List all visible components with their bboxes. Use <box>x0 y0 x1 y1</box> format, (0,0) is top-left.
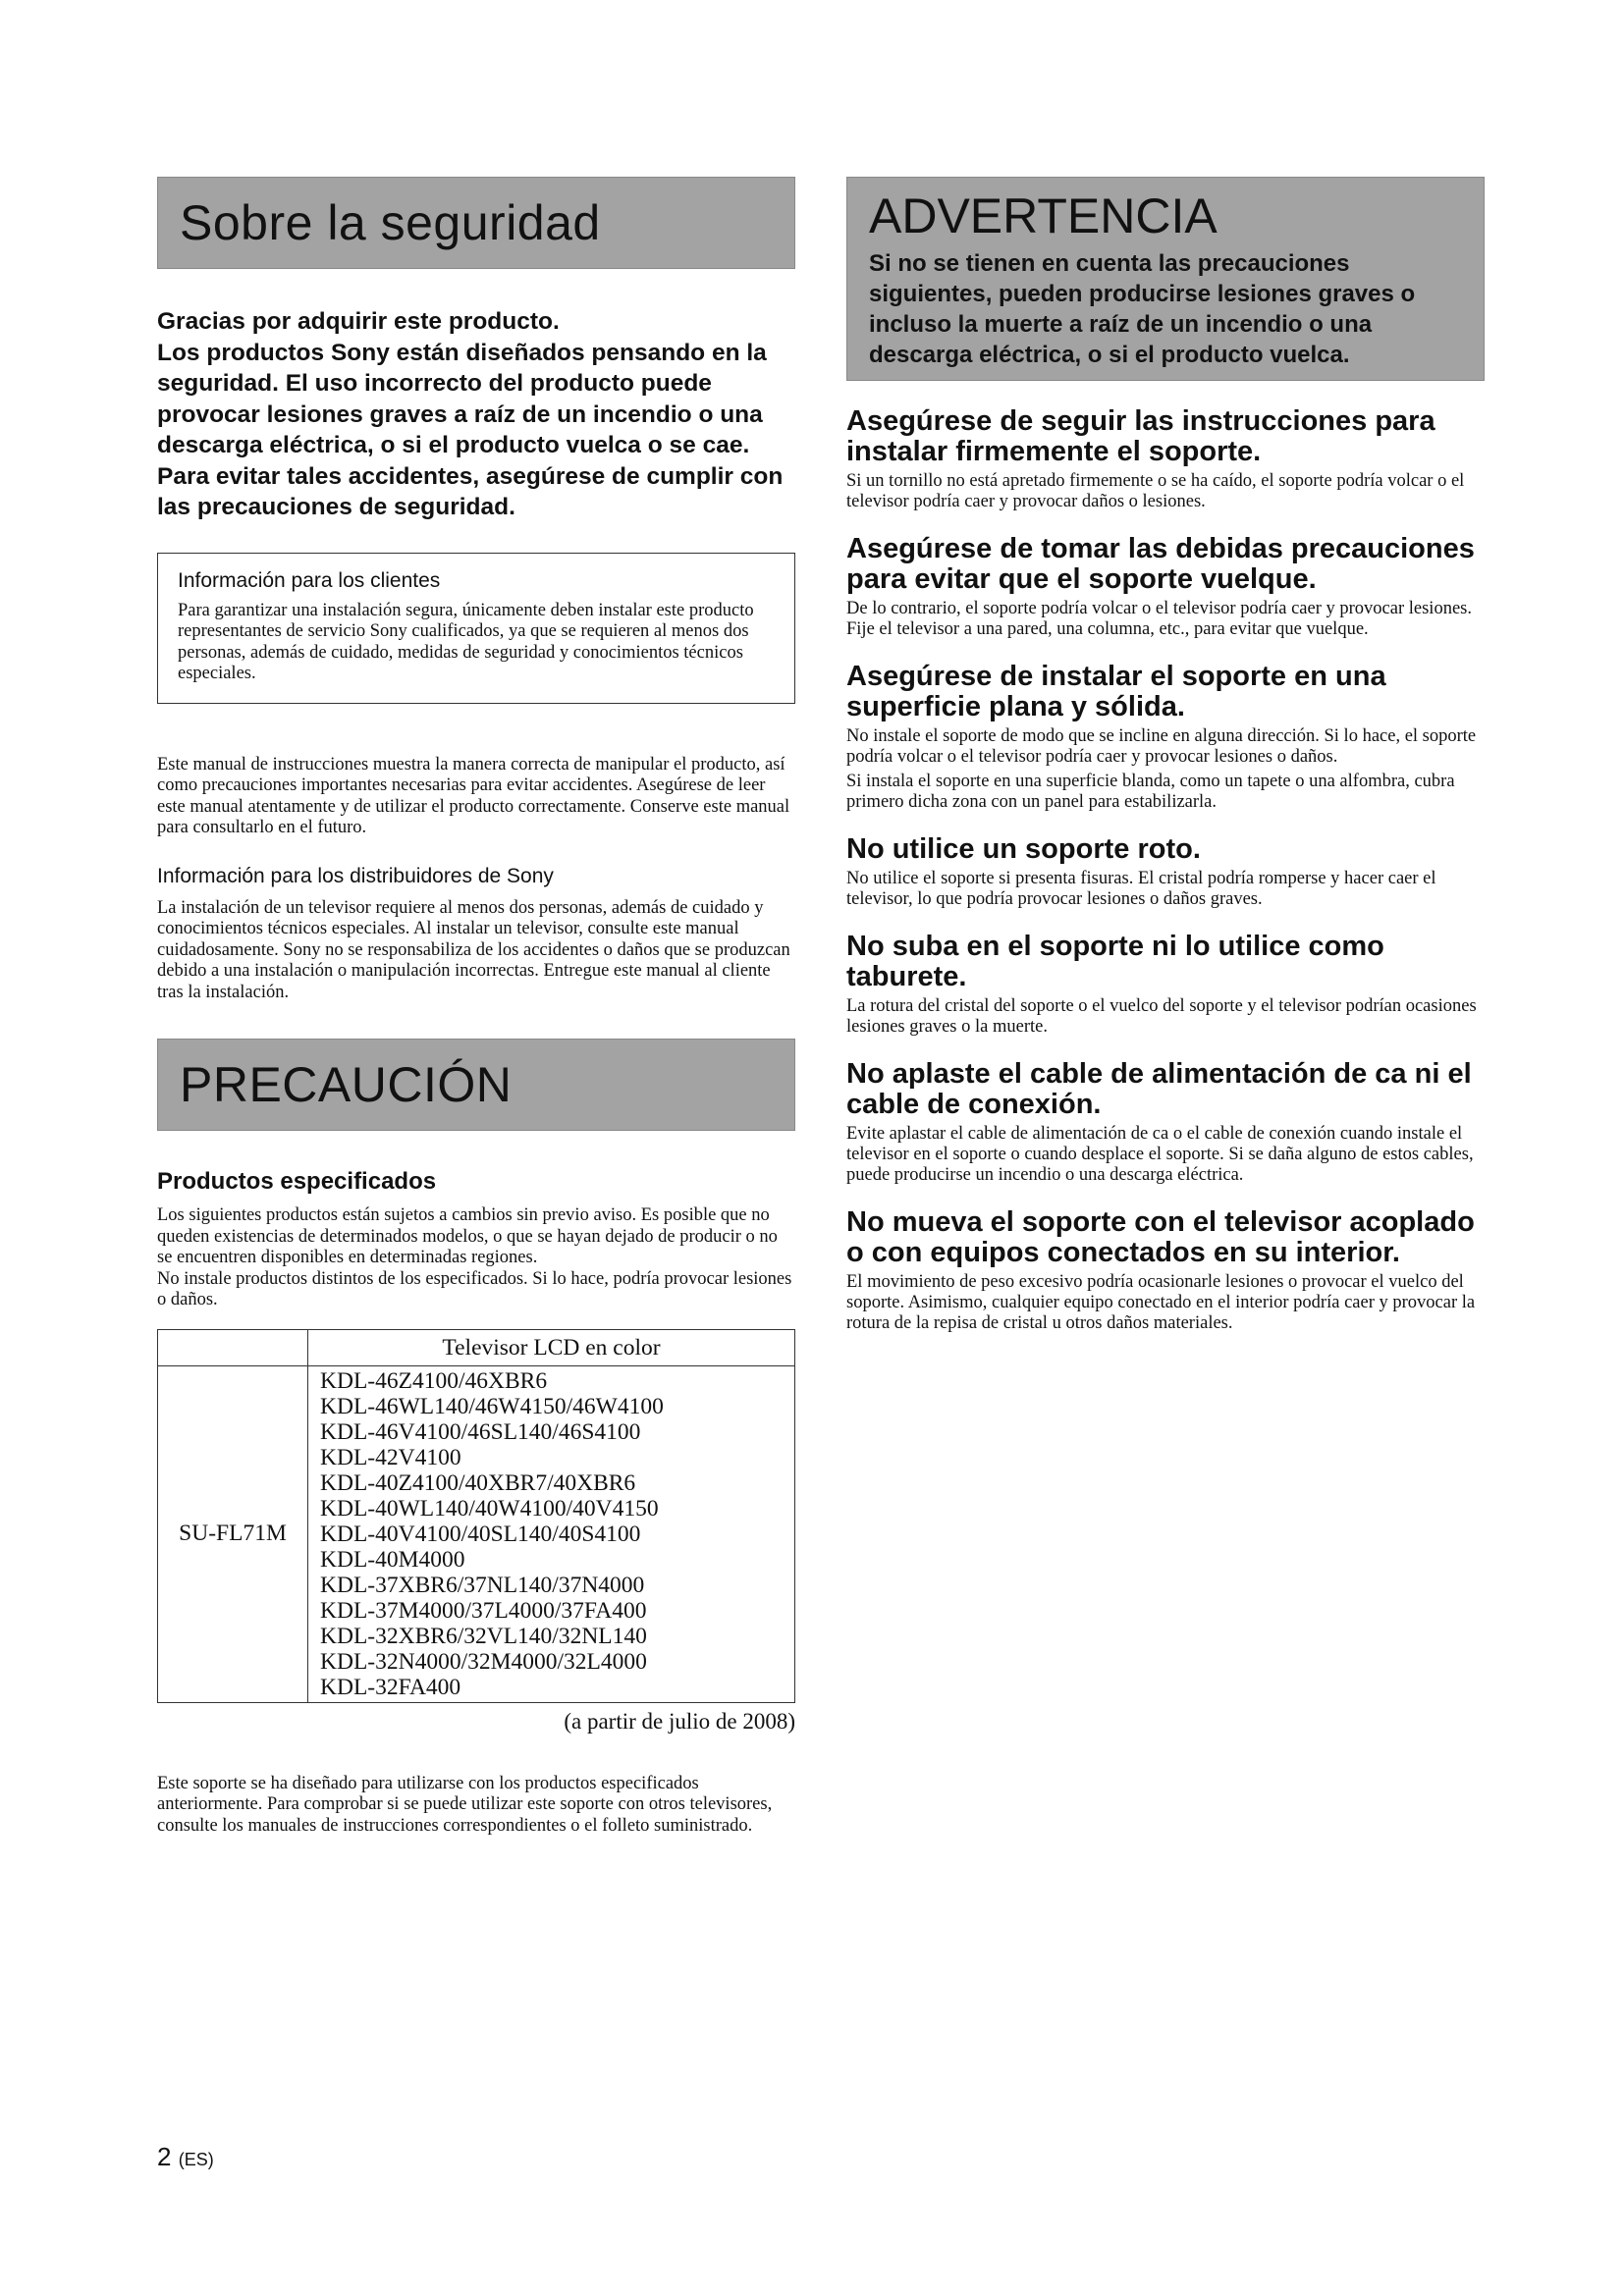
warning-text: La rotura del cristal del soporte o el vuelco del soporte y el televisor podrían ocasiones lesiones graves o la muerte. <box>846 996 1477 1037</box>
warning-heading: No utilice un soporte roto. <box>846 833 1201 865</box>
tv-model: KDL-42V4100 <box>320 1444 461 1470</box>
tv-model: KDL-37XBR6/37NL140/37N4000 <box>320 1572 645 1598</box>
warning-item <box>846 534 1485 640</box>
tv-model: KDL-32N4000/32M4000/32L4000 <box>320 1648 647 1675</box>
customer-info-text: Para garantizar una instalación segura, únicamente deben instalar este producto representantes de servicio Sony cualificados, ya que se requieren al menos dos personas, además de cuidado, medidas de seguridad y conocimientos técnicos especiales. <box>178 600 754 683</box>
tv-model: KDL-32FA400 <box>320 1674 461 1700</box>
intro-thanks: Gracias por adquirir este producto. <box>157 308 560 335</box>
intro-text <box>157 306 795 523</box>
warnings-list <box>846 406 1485 1334</box>
warning-heading: Asegúrese de tomar las debidas precauciones para evitar que el soporte vuelque. <box>846 533 1475 595</box>
warning-banner <box>846 177 1485 381</box>
tv-model: KDL-46V4100/46SL140/46S4100 <box>320 1418 641 1445</box>
warning-text: El movimiento de peso excesivo podría ocasionarle lesiones o provocar el vuelco del soporte. Asimismo, cualquier equipo conectado en el interior podría caer y provocar la rotura de la repisa de cristal u otros daños materiales. <box>846 1272 1476 1333</box>
safety-banner <box>157 177 795 269</box>
warning-text: No utilice el soporte si presenta fisuras. El cristal podría romperse y hacer caer el televisor, lo que podría provocar lesiones o daños graves. <box>846 869 1436 909</box>
caution-title: PRECAUCIÓN <box>180 1057 513 1112</box>
stand-model-cell: SU-FL71M <box>158 1365 308 1702</box>
warning-heading: No suba en el soporte ni lo utilice como taburete. <box>846 931 1384 992</box>
warning-text: De lo contrario, el soporte podría volcar o el televisor podría caer y provocar lesiones. Fije el televisor a una pared, una columna, etc., para evitar que vuelque. <box>846 599 1472 639</box>
warning-text: Si un tornillo no está apretado firmemente o se ha caído, el soporte podría volcar o el televisor podría caer y provocar daños o lesiones. <box>846 471 1465 511</box>
caution-banner <box>157 1039 795 1131</box>
tv-model: KDL-40Z4100/40XBR7/40XBR6 <box>320 1469 636 1496</box>
warning-item <box>846 932 1485 1038</box>
customer-info-box <box>157 553 795 704</box>
products-text-2: No instale productos distintos de los especificados. Si lo hace, podría provocar lesiones o daños. <box>157 1268 792 1309</box>
products-title: Productos especificados <box>157 1168 437 1195</box>
tv-model: KDL-32XBR6/32VL140/32NL140 <box>320 1623 647 1649</box>
table-header-tv: Televisor LCD en color <box>308 1329 795 1365</box>
warning-text: Evite aplastar el cable de alimentación de ca o el cable de conexión cuando instale el televisor en el soporte o cuando desplace el soporte. Si se daña alguno de estos cables, puede producirse un incendio o una descarga eléctrica. <box>846 1124 1474 1185</box>
closing-paragraph: Este soporte se ha diseñado para utilizarse con los productos especificados anteriormente. Para comprobar si se puede utilizar este soporte con otros televisores, consulte los manuales de instrucciones correspondientes o el folleto suministrado. <box>157 1773 773 1836</box>
table-header-row <box>158 1329 795 1365</box>
products-text-1: Los siguientes productos están sujetos a cambios sin previo aviso. Es posible que no queden existencias de determinados modelos, o que se hayan dejado de producir o no se encuentren disponibles en determinadas regiones. <box>157 1205 778 1267</box>
warning-heading: Asegúrese de seguir las instrucciones para instalar firmemente el soporte. <box>846 405 1435 467</box>
page-language: (ES) <box>178 2150 214 2169</box>
warning-heading: Asegúrese de instalar el soporte en una superficie plana y sólida. <box>846 661 1386 722</box>
tv-model: KDL-40V4100/40SL140/40S4100 <box>320 1521 641 1547</box>
warning-item <box>846 1207 1485 1334</box>
intro-body: Los productos Sony están diseñados pensando en la seguridad. El uso incorrecto del producto puede provocar lesiones graves a raíz de un incendio o una descarga eléctrica, o si el producto vuelca o se cae. Para evitar tales accidentes, asegúrese de cumplir con las precauciones de seguridad. <box>157 339 784 520</box>
warning-banner-text: Si no se tienen en cuenta las precauciones siguientes, pueden producirse lesiones graves o incluso la muerte a raíz de un incendio o una descarga eléctrica, o si el producto vuelca. <box>869 250 1416 368</box>
dealer-info-text: La instalación de un televisor requiere al menos dos personas, además de cuidado y conocimientos técnicos especiales. Al instalar un televisor, consulte este manual cuidadosamente. Sony no se responsabiliza de los accidentes o daños que se produzcan debido a una instalación o manipulación incorrectas. Entregue este manual al cliente tras la instalación. <box>157 897 790 1002</box>
page-number <box>157 2142 214 2172</box>
table-row <box>158 1365 795 1702</box>
warning-item <box>846 662 1485 813</box>
tv-models-cell <box>308 1365 795 1702</box>
warning-heading: No mueva el soporte con el televisor acoplado o con equipos conectados en su interior. <box>846 1206 1475 1268</box>
tv-model: KDL-37M4000/37L4000/37FA400 <box>320 1597 647 1624</box>
dealer-info-title: Información para los distribuidores de Sony <box>157 864 554 887</box>
right-column <box>846 177 1485 1334</box>
warning-item <box>846 1059 1485 1186</box>
page-number-value: 2 <box>157 2142 172 2171</box>
tv-model: KDL-46WL140/46W4150/46W4100 <box>320 1393 664 1419</box>
left-column <box>157 177 795 1837</box>
tv-model: KDL-40WL140/40W4100/40V4150 <box>320 1495 659 1522</box>
customer-info-title: Información para los clientes <box>178 568 441 592</box>
tv-model: KDL-40M4000 <box>320 1546 465 1573</box>
warning-text-2: Si instala el soporte en una superficie blanda, como un tapete o una alfombra, cubra primero dicha zona con un panel para estabilizarla. <box>846 772 1455 812</box>
safety-title: Sobre la seguridad <box>180 195 601 250</box>
manual-paragraph: Este manual de instrucciones muestra la manera correcta de manipular el producto, así como precauciones importantes necesarias para evitar accidentes. Asegúrese de leer este manual atentamente y de utilizar el producto correctamente. Conserve este manual para consultarlo en el futuro. <box>157 754 790 837</box>
warning-item <box>846 406 1485 512</box>
table-header-empty <box>158 1329 308 1365</box>
models-table <box>157 1329 795 1703</box>
warning-text: No instale el soporte de modo que se incline en alguna dirección. Si lo hace, el soporte podría volcar o el televisor podría caer y provocar lesiones o daños. <box>846 726 1477 767</box>
warning-item <box>846 834 1485 910</box>
date-note: (a partir de julio de 2008) <box>564 1708 795 1734</box>
warning-heading: No aplaste el cable de alimentación de ca ni el cable de conexión. <box>846 1058 1472 1120</box>
tv-model: KDL-46Z4100/46XBR6 <box>320 1367 548 1394</box>
warning-title: ADVERTENCIA <box>869 188 1218 243</box>
